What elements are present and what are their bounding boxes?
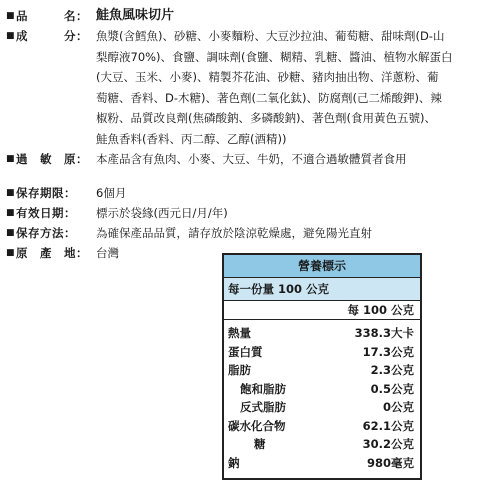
- storage-key: 保存方法：: [16, 226, 76, 240]
- serving-size: 每一份量 100 公克: [224, 278, 420, 301]
- expiry-row: [6, 203, 474, 223]
- nutrient-name: 反式脂肪: [240, 400, 286, 414]
- ingredients-line: 椒粉、品質改良劑(焦磷酸鈉、多磷酸鈉)、著色劑(食用黃色五號)、: [96, 111, 436, 125]
- nutrient-row-fat: [224, 361, 420, 380]
- nutrient-value: 17.3公克: [362, 344, 414, 359]
- product-label: [6, 6, 474, 263]
- bullet-icon: ■: [6, 11, 15, 21]
- shelf-life-value: 6個月: [96, 186, 127, 200]
- nutrient-name: 鈉: [228, 455, 240, 470]
- shelf-life-row: [6, 183, 474, 203]
- bullet-icon: ■: [6, 248, 15, 258]
- ingredients-row: [6, 26, 474, 149]
- expiry-key: 有效日期：: [16, 206, 76, 220]
- expiry-value: 標示於袋緣(西元日/月/年): [96, 206, 228, 220]
- nutrient-row-protein: [224, 343, 420, 362]
- bullet-icon: ■: [6, 228, 15, 238]
- nutrient-row-trans-fat: [224, 398, 420, 417]
- nutrient-row-sodium: [224, 454, 420, 473]
- allergen-key: 過 敏 原：: [16, 152, 88, 166]
- nutrient-row-saturated-fat: [224, 380, 420, 399]
- per-unit-header: 每 100 公克: [224, 301, 420, 320]
- ingredients-key: 成 分：: [16, 29, 88, 43]
- storage-row: [6, 223, 474, 243]
- nutrition-title: 營養標示: [224, 255, 420, 278]
- ingredients-text: [96, 26, 474, 149]
- nutrient-value: 0公克: [382, 400, 414, 414]
- bullet-icon: ■: [6, 208, 15, 218]
- storage-value: 為確保產品品質，請存放於陰涼乾燥處，避免陽光直射: [96, 226, 372, 240]
- ingredients-line: (大豆、玉米、小麥)、精製芥花油、砂糖、豬肉抽出物、洋蔥粉、葡: [96, 70, 439, 84]
- nutrient-row-calories: [224, 324, 420, 343]
- product-name-key: 品 名：: [16, 9, 88, 23]
- nutrient-name: 脂肪: [228, 363, 251, 377]
- nutrient-row-sugar: [224, 435, 420, 454]
- allergen-row: [6, 149, 474, 169]
- nutrient-name: 碳水化合物: [228, 418, 286, 433]
- nutrient-value: 980毫克: [366, 455, 414, 470]
- nutrient-value: 0.5公克: [370, 381, 414, 396]
- nutrient-value: 62.1公克: [362, 418, 414, 433]
- nutrient-name: 糖: [254, 437, 266, 451]
- bullet-icon: ■: [6, 31, 15, 41]
- ingredients-line: 鮭魚香料(香料、丙二醇、乙醇(酒精)): [96, 131, 287, 146]
- origin-key: 原 產 地：: [16, 246, 88, 260]
- allergen-text: 本產品含有魚肉、小麥、大豆、牛奶，不適合過敏體質者食用: [96, 152, 407, 166]
- product-name-row: [6, 6, 474, 26]
- nutrient-name: 飽和脂肪: [240, 381, 286, 396]
- nutrient-name: 熱量: [228, 326, 251, 340]
- ingredients-line: 梨醇液70%)、食鹽、調味劑(食鹽、糊精、乳糖、醬油、植物水解蛋白: [96, 49, 453, 64]
- nutrient-value: 2.3公克: [370, 363, 414, 377]
- nutrient-name: 蛋白質: [228, 344, 263, 359]
- ingredients-line: 萄糖、香料、D-木糖)、著色劑(二氧化鈦)、防腐劑(己二烯酸鉀)、辣: [96, 90, 442, 105]
- ingredients-line: 魚漿(含鱈魚)、砂糖、小麥麵粉、大豆沙拉油、葡萄糖、甜味劑(D-山: [96, 29, 445, 43]
- shelf-life-key: 保存期限：: [16, 186, 76, 200]
- origin-value: 台灣: [96, 246, 119, 260]
- product-name: 鮭魚風味切片: [96, 8, 175, 23]
- bullet-icon: ■: [6, 188, 15, 198]
- bullet-icon: ■: [6, 154, 15, 164]
- nutrient-row-carbohydrate: [224, 417, 420, 436]
- nutrient-value: 338.3大卡: [354, 326, 414, 340]
- nutrient-value: 30.2公克: [362, 437, 414, 451]
- nutrition-facts-table: [222, 253, 422, 480]
